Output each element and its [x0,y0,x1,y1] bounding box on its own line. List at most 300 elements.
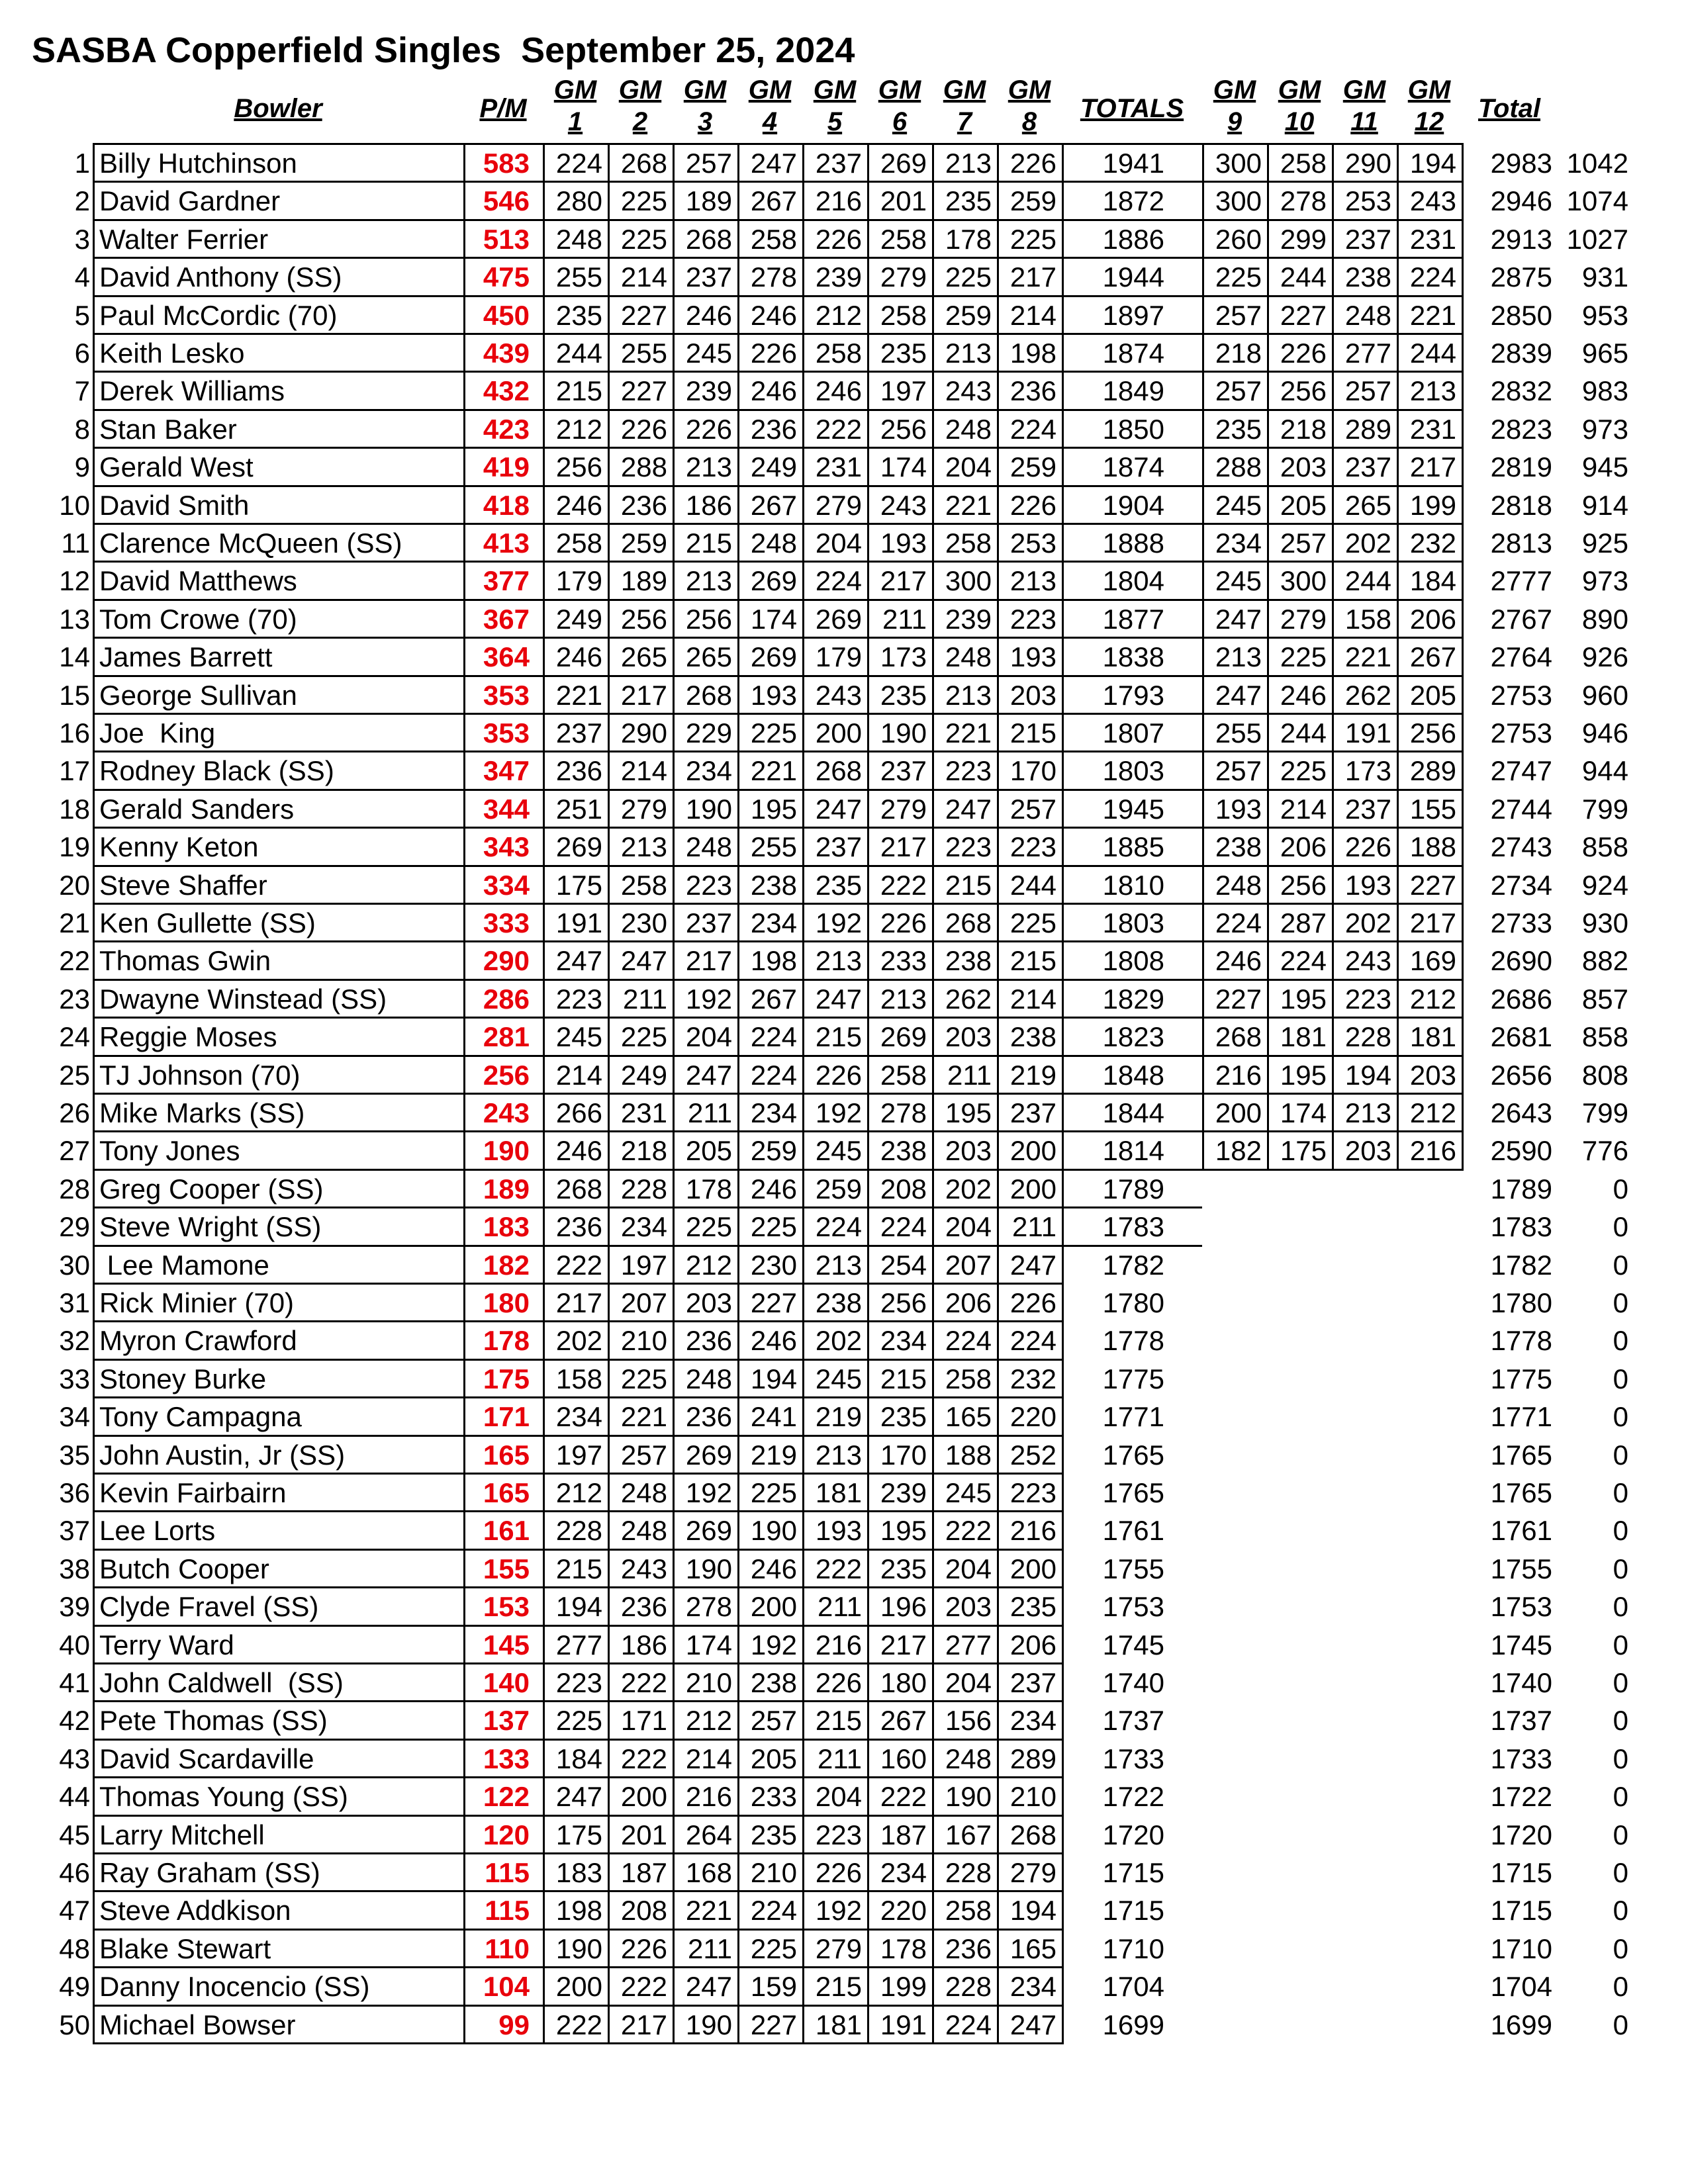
row-totals: 1904 [1102,489,1164,521]
game-score: 238 [815,1287,862,1318]
bowler-name: Steve Shaffer [99,869,267,901]
game-score: 224 [1009,1325,1056,1357]
game-score: 206 [1009,1629,1056,1661]
game-score: 204 [945,1667,992,1698]
game-score: 258 [555,527,602,559]
game-score: 262 [1344,679,1391,711]
row-rank: 46 [59,1857,90,1888]
game-score: 213 [815,945,862,977]
row-rank: 38 [59,1553,90,1584]
game-score: 210 [620,1325,667,1357]
game-score: 225 [620,185,667,217]
game-score: 226 [815,1857,862,1888]
row-totals: 1722 [1102,1781,1164,1813]
game-score: 216 [1009,1515,1056,1547]
row-divider [93,1776,1062,1778]
game-score: 175 [555,1819,602,1850]
game-score: 248 [945,1743,992,1774]
pm-value: 115 [485,1857,530,1888]
column-divider [93,143,95,2044]
pm-value: 145 [483,1629,530,1661]
game-score: 237 [685,261,732,293]
game-score: 222 [945,1515,992,1547]
game-score: 193 [1215,793,1262,825]
game-score: 226 [815,1059,862,1091]
pm-value: 353 [483,717,530,749]
header-game-number: 8 [1021,107,1037,136]
row-divider [93,675,1462,677]
game-score: 184 [1409,565,1456,597]
game-score: 265 [1344,489,1391,521]
bowler-name: Keith Lesko [99,338,245,369]
pm-value: 432 [483,375,530,407]
row-divider [93,1093,1462,1095]
game-score: 193 [880,527,927,559]
pm-value: 419 [483,451,530,483]
game-score: 231 [620,1097,667,1128]
pm-value: 290 [483,945,530,977]
game-score: 259 [750,1135,797,1167]
row-totals: 1783 [1102,1211,1164,1243]
row-totals: 1715 [1102,1857,1164,1888]
game-score: 222 [555,1249,602,1281]
column-divider [1462,143,1464,1171]
row-total: 1761 [1490,1515,1552,1547]
game-score: 195 [1280,1059,1327,1091]
game-score: 215 [685,527,732,559]
column-divider [1332,143,1334,1171]
game-score: 213 [815,1249,862,1281]
row-extra: 0 [1613,1401,1628,1433]
row-extra: 858 [1581,831,1628,863]
bowler-name: Walter Ferrier [99,223,269,255]
row-total: 2734 [1490,869,1552,901]
game-score: 202 [555,1325,602,1357]
row-totals: 1699 [1102,2009,1164,2040]
game-score: 244 [555,338,602,369]
game-score: 205 [685,1135,732,1167]
game-score: 175 [555,869,602,901]
pm-value: 364 [483,641,530,673]
row-rank: 36 [59,1477,90,1508]
header-game-number: 1 [567,107,583,136]
game-score: 228 [945,1971,992,2003]
game-score: 258 [945,1363,992,1394]
pm-value: 377 [483,565,530,597]
pm-value: 175 [483,1363,530,1394]
game-score: 195 [750,793,797,825]
game-score: 215 [815,1705,862,1737]
game-score: 253 [1009,527,1056,559]
game-score: 226 [1009,148,1056,179]
game-score: 187 [880,1819,927,1850]
game-score: 203 [945,1021,992,1053]
game-score: 188 [1409,831,1456,863]
game-score: 234 [685,755,732,787]
pm-value: 178 [483,1325,530,1357]
row-extra: 882 [1581,945,1628,977]
game-score: 236 [555,1211,602,1243]
pm-value: 115 [485,1895,530,1927]
game-score: 247 [1009,1249,1056,1281]
game-score: 216 [685,1781,732,1813]
game-score: 258 [880,223,927,255]
game-score: 206 [945,1287,992,1318]
row-extra: 0 [1613,1211,1628,1243]
game-score: 256 [685,603,732,635]
page-title: SASBA Copperfield Singles September 25, 2024 [32,30,855,70]
game-score: 211 [1012,1211,1056,1243]
game-score: 230 [750,1249,797,1281]
game-score: 200 [1009,1135,1056,1167]
header-gm-label: GM [683,75,727,105]
game-score: 193 [1009,641,1056,673]
game-score: 207 [945,1249,992,1281]
game-score: 235 [880,679,927,711]
game-score: 248 [1215,869,1262,901]
row-divider [93,827,1462,829]
pm-value: 153 [483,1591,530,1623]
game-score: 193 [1344,869,1391,901]
game-score: 268 [815,755,862,787]
header-game-number: 4 [762,107,778,136]
row-total: 1715 [1490,1857,1552,1888]
game-score: 226 [1009,489,1056,521]
row-totals: 1780 [1102,1287,1164,1318]
game-score: 243 [1344,945,1391,977]
row-extra: 1074 [1566,185,1628,217]
game-score: 289 [1409,755,1456,787]
pm-value: 189 [483,1173,530,1205]
row-rank: 19 [59,831,90,863]
game-score: 249 [750,451,797,483]
game-score: 227 [620,299,667,331]
game-score: 194 [1009,1895,1056,1927]
game-score: 247 [555,945,602,977]
row-total: 2819 [1490,451,1552,483]
game-score: 204 [815,527,862,559]
row-totals: 1803 [1102,755,1164,787]
game-score: 235 [945,185,992,217]
game-score: 195 [945,1097,992,1128]
game-score: 238 [750,1667,797,1698]
row-totals: 1885 [1102,831,1164,863]
row-rank: 34 [59,1401,90,1433]
row-extra: 0 [1613,1325,1628,1357]
bowler-name: David Gardner [99,185,281,217]
row-extra: 0 [1613,1439,1628,1471]
row-divider [93,1359,1062,1361]
pm-value: 281 [483,1021,530,1053]
row-rank: 50 [59,2009,90,2040]
game-score: 225 [750,1211,797,1243]
bowler-name: Butch Cooper [99,1553,269,1584]
row-extra: 0 [1613,2009,1628,2040]
row-extra: 0 [1613,1667,1628,1698]
pm-value: 120 [483,1819,530,1850]
row-total: 2823 [1490,413,1552,445]
row-totals: 1761 [1102,1515,1164,1547]
row-rank: 10 [59,489,90,521]
row-divider [93,1966,1062,1968]
bowler-name: Mike Marks (SS) [99,1097,305,1128]
row-rank: 21 [59,907,90,938]
row-total: 2839 [1490,338,1552,369]
game-score: 227 [750,1287,797,1318]
game-score: 226 [1009,1287,1056,1318]
game-score: 226 [815,1667,862,1698]
game-score: 245 [815,1363,862,1394]
game-score: 243 [620,1553,667,1584]
pm-value: 165 [483,1439,530,1471]
game-score: 204 [945,1211,992,1243]
row-total: 2747 [1490,755,1552,787]
game-score: 196 [880,1591,927,1623]
game-score: 248 [945,641,992,673]
game-score: 214 [1009,983,1056,1015]
game-score: 269 [815,603,862,635]
game-score: 280 [555,185,602,217]
game-score: 226 [1344,831,1391,863]
row-rank: 24 [59,1021,90,1053]
game-score: 266 [555,1097,602,1128]
header-gm-label: GM [1278,75,1321,105]
row-total: 2753 [1490,717,1552,749]
game-score: 234 [880,1857,927,1888]
game-score: 237 [815,831,862,863]
game-score: 228 [1344,1021,1391,1053]
game-score: 167 [945,1819,992,1850]
column-divider [1397,143,1399,1171]
game-score: 178 [685,1173,732,1205]
row-divider [93,1852,1062,1854]
header-game-number: 11 [1350,107,1378,136]
pm-value: 182 [483,1249,530,1281]
row-extra: 924 [1581,869,1628,901]
game-score: 215 [555,1553,602,1584]
pm-value: 353 [483,679,530,711]
game-score: 214 [1280,793,1327,825]
game-score: 247 [945,793,992,825]
game-score: 247 [620,945,667,977]
game-score: 223 [1009,1477,1056,1508]
game-score: 192 [815,1895,862,1927]
pm-value: 450 [483,299,530,331]
bowler-name: Larry Mitchell [99,1819,265,1850]
row-divider [93,561,1462,563]
game-score: 259 [1009,185,1056,217]
pm-value: 133 [483,1743,530,1774]
game-score: 208 [880,1173,927,1205]
game-score: 224 [1409,261,1456,293]
game-score: 217 [1409,451,1456,483]
bowler-name: Joe King [99,717,216,749]
bowler-name: Danny Inocencio (SS) [99,1971,370,2003]
game-score: 193 [750,679,797,711]
game-score: 227 [1280,299,1327,331]
header-total: Total [1477,94,1541,123]
row-total: 1789 [1490,1173,1552,1205]
game-score: 246 [750,375,797,407]
row-totals: 1808 [1102,945,1164,977]
row-rank: 47 [59,1895,90,1927]
pm-value: 413 [483,527,530,559]
pm-value: 180 [483,1287,530,1318]
bowler-name: Kevin Fairbairn [99,1477,287,1508]
game-score: 204 [815,1781,862,1813]
game-score: 155 [1409,793,1456,825]
game-score: 203 [1280,451,1327,483]
game-score: 248 [555,223,602,255]
header-game-number: 9 [1227,107,1243,136]
game-score: 225 [750,717,797,749]
game-score: 279 [1280,603,1327,635]
header-gm-label: GM [618,75,662,105]
pm-value: 583 [483,148,530,179]
row-divider [93,1662,1062,1664]
pm-value: 104 [483,1971,530,2003]
game-score: 215 [880,1363,927,1394]
game-score: 190 [685,2009,732,2040]
game-score: 243 [945,375,992,407]
game-score: 238 [880,1135,927,1167]
bowler-name: Stoney Burke [99,1363,267,1394]
game-score: 203 [1344,1135,1391,1167]
game-score: 223 [945,755,992,787]
row-extra: 0 [1613,1933,1628,1964]
game-score: 257 [750,1705,797,1737]
game-score: 222 [880,1781,927,1813]
header-game-number: 5 [827,107,843,136]
game-score: 199 [1409,489,1456,521]
row-rank: 37 [59,1515,90,1547]
row-divider [93,1815,1062,1817]
game-score: 200 [555,1971,602,2003]
bowler-name: Clarence McQueen (SS) [99,527,402,559]
row-divider [93,2042,1062,2044]
row-extra: 1042 [1566,148,1628,179]
game-score: 238 [945,945,992,977]
row-totals: 1877 [1102,603,1164,635]
game-score: 225 [750,1933,797,1964]
game-score: 244 [1344,565,1391,597]
game-score: 245 [555,1021,602,1053]
game-score: 202 [945,1173,992,1205]
header-gm-label: GM [748,75,792,105]
row-totals: 1823 [1102,1021,1164,1053]
row-divider [93,1245,1202,1247]
game-score: 248 [620,1515,667,1547]
bowler-name: Clyde Fravel (SS) [99,1591,319,1623]
game-score: 264 [685,1819,732,1850]
game-score: 221 [1409,299,1456,331]
game-score: 258 [750,223,797,255]
game-score: 227 [750,2009,797,2040]
game-score: 236 [1009,375,1056,407]
row-total: 2690 [1490,945,1552,977]
row-totals: 1782 [1102,1249,1164,1281]
game-score: 268 [555,1173,602,1205]
game-score: 217 [1009,261,1056,293]
row-totals: 1888 [1102,527,1164,559]
game-score: 210 [1009,1781,1056,1813]
row-rank: 15 [59,679,90,711]
game-score: 299 [1280,223,1327,255]
game-score: 252 [1009,1439,1056,1471]
game-score: 213 [1215,641,1262,673]
game-score: 236 [555,755,602,787]
pm-value: 110 [485,1933,530,1964]
game-score: 203 [945,1135,992,1167]
row-rank: 41 [59,1667,90,1698]
row-extra: 0 [1613,1819,1628,1850]
game-score: 246 [685,299,732,331]
row-totals: 1804 [1102,565,1164,597]
column-divider [1202,143,1204,1171]
game-score: 234 [555,1401,602,1433]
game-score: 258 [880,1059,927,1091]
game-score: 222 [815,413,862,445]
bowler-name: Billy Hutchinson [99,148,297,179]
row-rank: 8 [74,413,90,445]
game-score: 246 [555,641,602,673]
bowler-name: Michael Bowser [99,2009,296,2040]
game-score: 221 [750,755,797,787]
pm-value: 190 [483,1135,530,1167]
pm-value: 256 [483,1059,530,1091]
game-score: 239 [685,375,732,407]
row-extra: 0 [1613,1705,1628,1737]
game-score: 204 [945,1553,992,1584]
game-score: 183 [555,1857,602,1888]
game-score: 212 [685,1249,732,1281]
row-extra: 930 [1581,907,1628,938]
row-extra: 0 [1613,1287,1628,1318]
game-score: 244 [1280,717,1327,749]
row-divider [93,1169,1462,1171]
game-score: 226 [815,223,862,255]
row-extra: 944 [1581,755,1628,787]
bowler-name: Tony Jones [99,1135,240,1167]
row-total: 2743 [1490,831,1552,863]
row-total: 2686 [1490,983,1552,1015]
game-score: 202 [1344,907,1391,938]
game-score: 258 [945,1895,992,1927]
game-score: 255 [750,831,797,863]
game-score: 215 [945,869,992,901]
row-rank: 35 [59,1439,90,1471]
row-total: 1780 [1490,1287,1552,1318]
game-score: 269 [750,565,797,597]
game-score: 214 [555,1059,602,1091]
game-score: 246 [815,375,862,407]
bowler-name: Terry Ward [99,1629,234,1661]
row-rank: 18 [59,793,90,825]
row-rank: 16 [59,717,90,749]
game-score: 225 [750,1477,797,1508]
game-score: 173 [1344,755,1391,787]
game-score: 216 [1409,1135,1456,1167]
game-score: 158 [555,1363,602,1394]
game-score: 223 [1009,603,1056,635]
bowler-name: George Sullivan [99,679,297,711]
row-divider [93,1130,1462,1132]
game-score: 201 [620,1819,667,1850]
game-score: 247 [1215,679,1262,711]
game-score: 198 [1009,338,1056,369]
game-score: 190 [880,717,927,749]
game-score: 231 [1409,413,1456,445]
